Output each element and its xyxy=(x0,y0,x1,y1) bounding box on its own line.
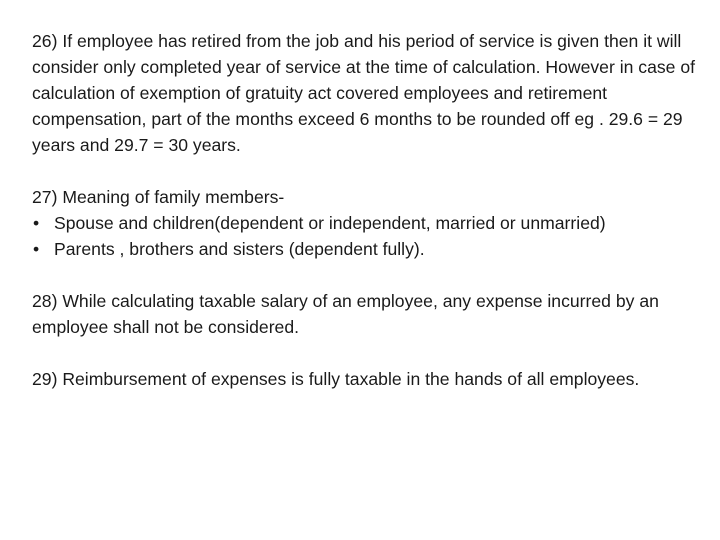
list-item-text: Spouse and children(dependent or independent, married or unmarried) xyxy=(54,213,606,233)
list-item xyxy=(32,210,704,236)
list-item xyxy=(32,236,704,262)
slide-content xyxy=(32,28,704,418)
point-28 xyxy=(32,288,704,340)
bullet-icon: • xyxy=(33,239,40,259)
point-27-text: 27) Meaning of family members- xyxy=(32,187,285,207)
point-29 xyxy=(32,366,704,392)
family-members-list xyxy=(32,210,704,262)
point-28-text: 28) While calculating taxable salary of an employee, any expense incurred by an employee shall not be considered. xyxy=(32,291,659,337)
point-26 xyxy=(32,28,704,158)
list-item-text: Parents , brothers and sisters (dependent fully). xyxy=(54,239,425,259)
bullet-icon: • xyxy=(33,213,40,233)
point-26-text: 26) If employee has retired from the job and his period of service is given then it will consider only completed year of service at the time of calculation. However in case of calculation of exemption of gratuity act covered employees and retirement compensation, part of the months exceed 6 months to be rounded off eg . 29.6 = 29 years and 29.7 = 30 years. xyxy=(32,31,696,155)
point-29-text: 29) Reimbursement of expenses is fully taxable in the hands of all employees. xyxy=(32,369,640,389)
point-27 xyxy=(32,184,704,262)
